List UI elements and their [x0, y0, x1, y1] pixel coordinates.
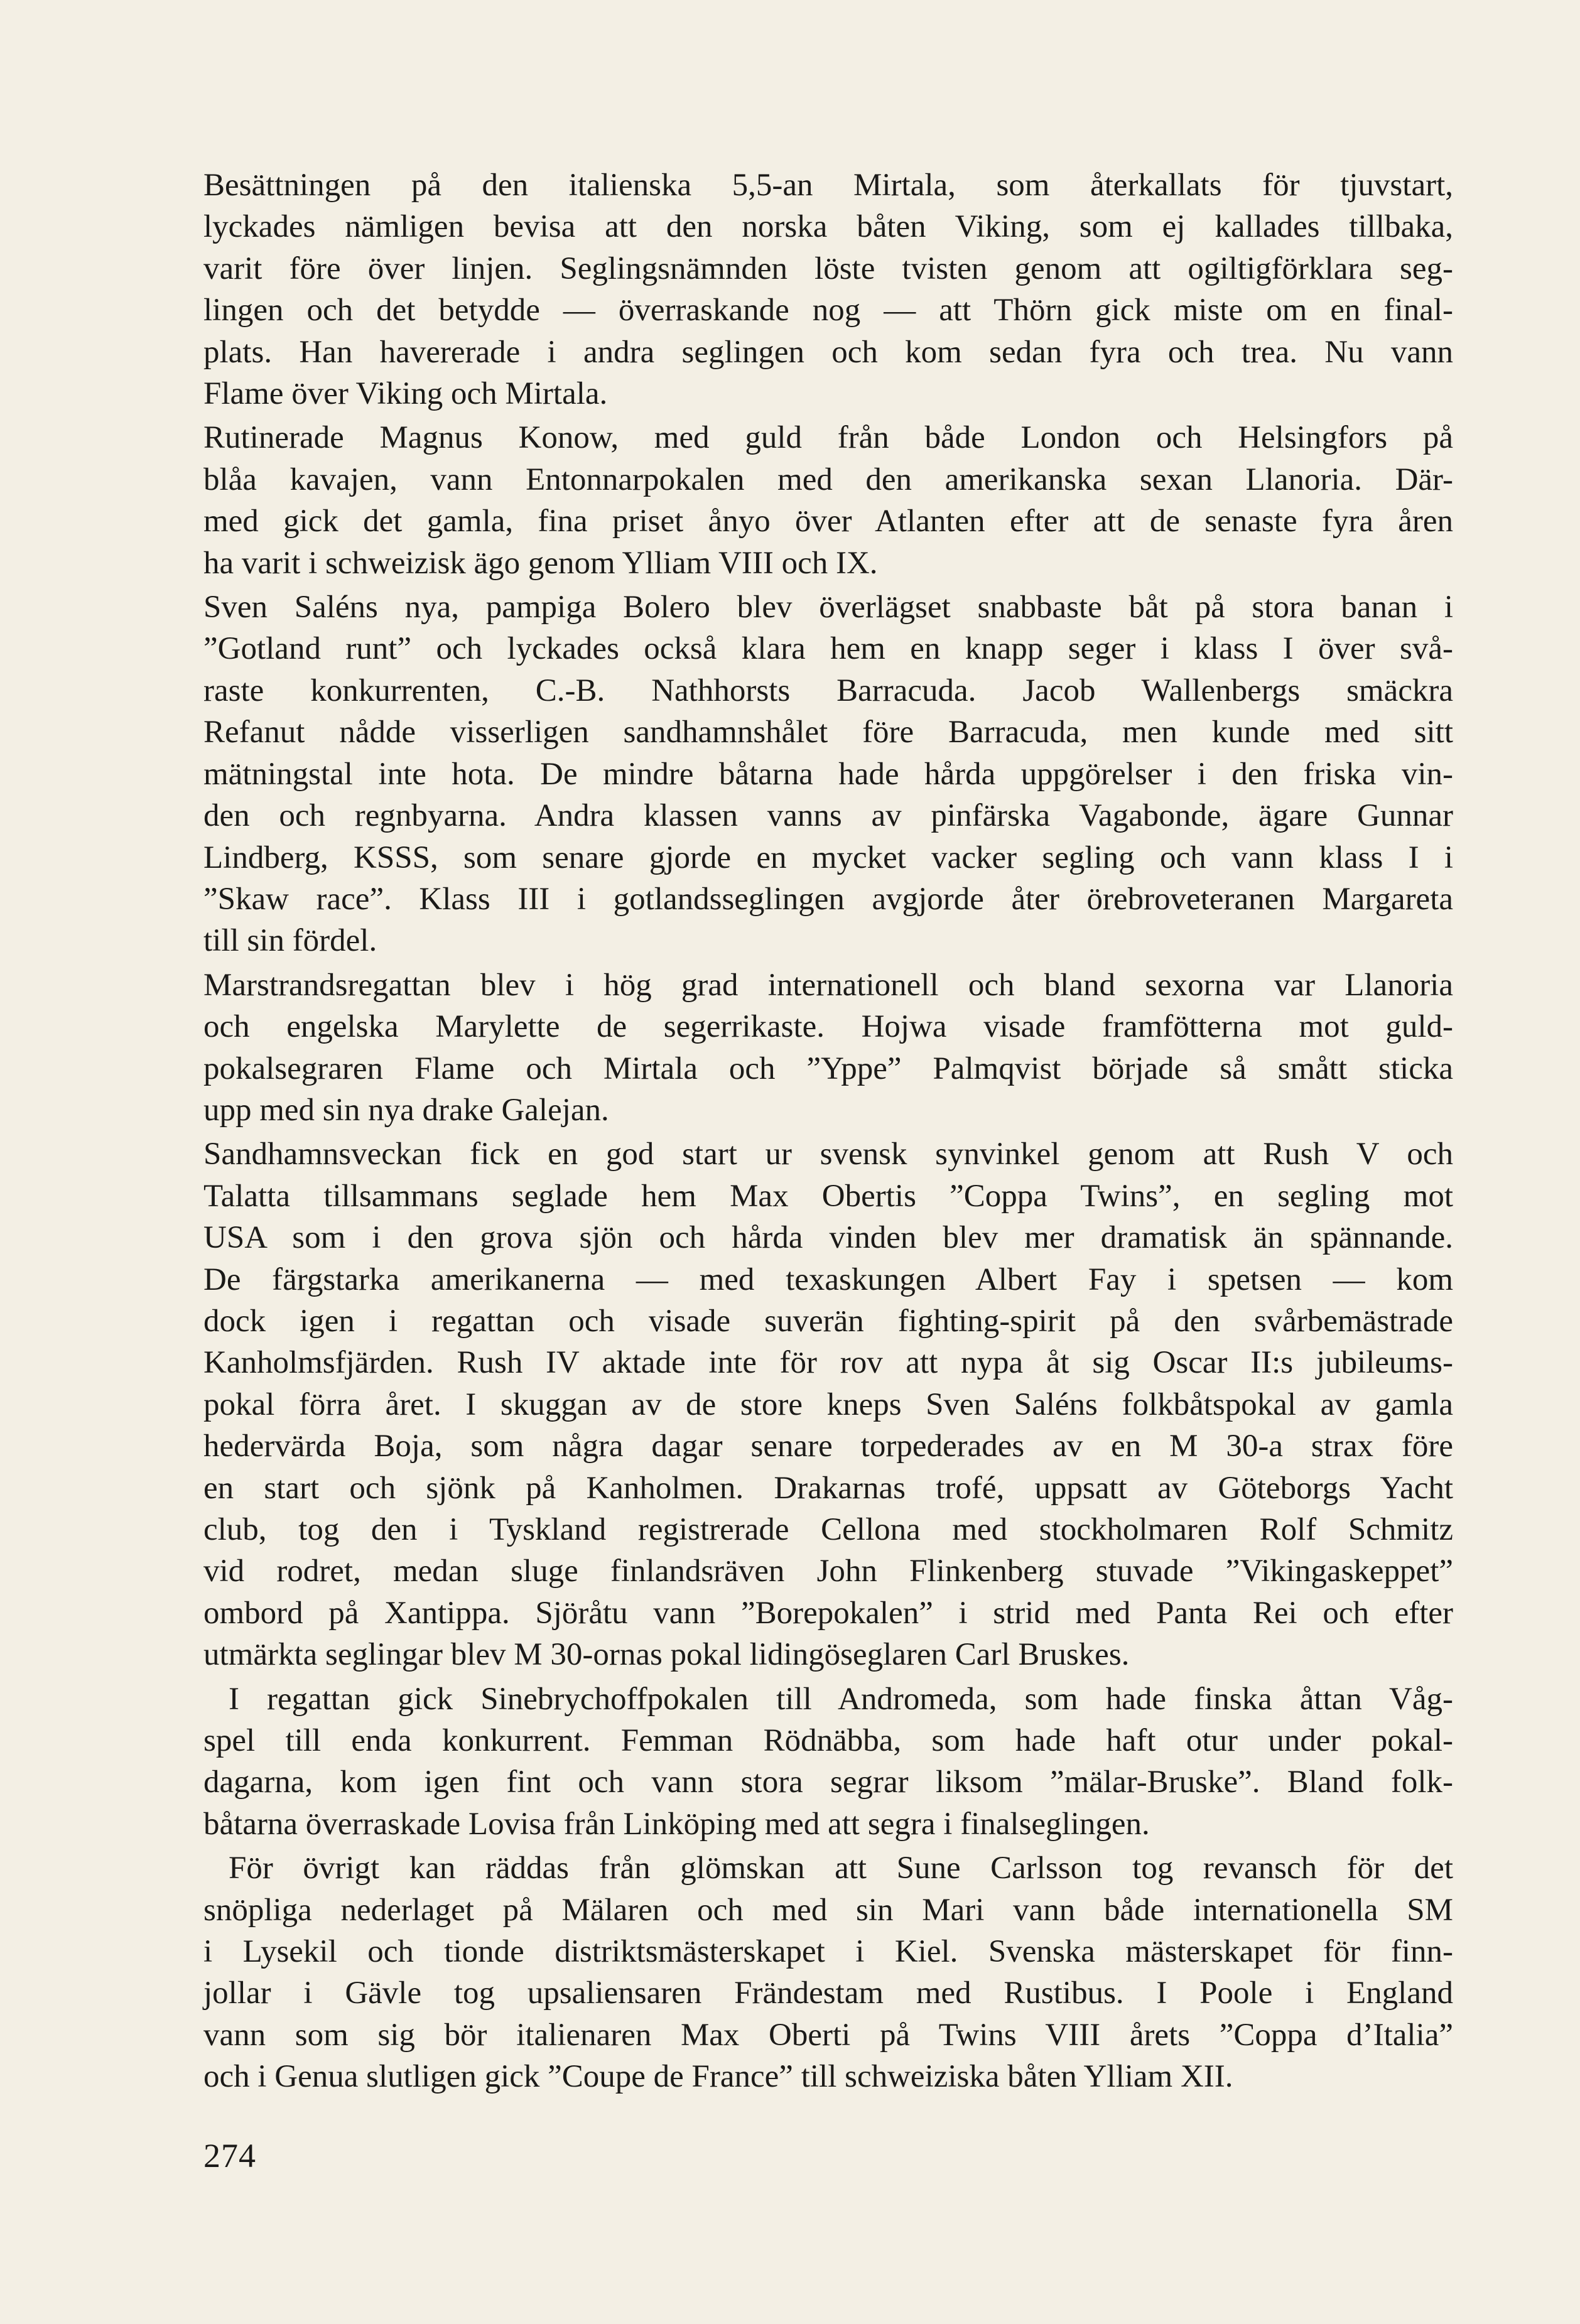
page-number: 274: [203, 2137, 256, 2175]
text-line: dagarna, kom igen fint och vann stora segrar liksom ”mälar-Bruske”. Bland folk-: [203, 1765, 1453, 1800]
text-line: Besättningen på den italienska 5,5-an Mirtala, som återkallats för tjuvstart,: [203, 168, 1453, 203]
text-line: Marstrandsregattan blev i hög grad internationell och bland sexorna var Llanoria: [203, 967, 1453, 1003]
text-line: ombord på Xantippa. Sjöråtu vann ”Borepokalen” i strid med Panta Rei och efter: [203, 1595, 1453, 1631]
text-line: plats. Han havererade i andra seglingen och kom sedan fyra och trea. Nu vann: [203, 334, 1453, 370]
paragraph: [203, 1133, 1453, 1675]
text-line: upp med sin nya drake Galejan.: [203, 1092, 609, 1128]
paragraph: [203, 1847, 1453, 2097]
text-line: Rutinerade Magnus Konow, med guld från både London och Helsingfors på: [203, 420, 1453, 456]
text-line: ”Skaw race”. Klass III i gotlandsseglingen avgjorde åter örebroveteranen Margareta: [203, 881, 1453, 917]
body-text: [203, 165, 1453, 2100]
text-line: blåa kavajen, vann Entonnarpokalen med den amerikanska sexan Llanoria. Där-: [203, 462, 1453, 497]
paragraph: [203, 1678, 1453, 1846]
text-line: De färgstarka amerikanerna — med texaskungen Albert Fay i spetsen — kom: [203, 1262, 1453, 1297]
text-line: Sven Saléns nya, pampiga Bolero blev överlägset snabbaste båt på stora banan i: [203, 590, 1453, 625]
text-line: USA som i den grova sjön och hårda vinden blev mer dramatisk än spännande.: [203, 1220, 1453, 1256]
text-line: dock igen i regattan och visade suverän fighting-spirit på den svårbemästrade: [203, 1303, 1453, 1339]
text-line: club, tog den i Tyskland registrerade Cellona med stockholmaren Rolf Schmitz: [203, 1512, 1453, 1547]
text-line: och i Genua slutligen gick ”Coupe de France” till schweiziska båten Ylliam XII.: [203, 2059, 1233, 2095]
text-line: mätningstal inte hota. De mindre båtarna hade hårda uppgörelser i den friska vin-: [203, 756, 1453, 792]
text-line: ”Gotland runt” och lyckades också klara hem en knapp seger i klass I över svå-: [203, 631, 1453, 667]
text-line: lingen och det betydde — överraskande nog — att Thörn gick miste om en final-: [203, 293, 1453, 328]
text-line: För övrigt kan räddas från glömskan att Sune Carlsson tog revansch för det: [229, 1851, 1453, 1886]
text-line: jollar i Gävle tog upsaliensaren Frändestam med Rustibus. I Poole i England: [203, 1975, 1453, 2011]
text-line: vann som sig bör italienaren Max Oberti på Twins VIII årets ”Coppa d’Italia”: [203, 2017, 1453, 2053]
text-line: lyckades nämligen bevisa att den norska båten Viking, som ej kallades tillbaka,: [203, 209, 1453, 245]
text-line: I regattan gick Sinebrychoffpokalen till Andromeda, som hade finska åttan Våg-: [229, 1681, 1453, 1717]
text-line: varit före över linjen. Seglingsnämnden löste tvisten genom att ogiltigförklara seg-: [203, 251, 1453, 286]
text-line: raste konkurrenten, C.-B. Nathhorsts Barracuda. Jacob Wallenbergs smäckra: [203, 673, 1453, 708]
text-line: Talatta tillsammans seglade hem Max Obertis ”Coppa Twins”, en segling mot: [203, 1178, 1453, 1214]
text-line: Flame över Viking och Mirtala.: [203, 376, 608, 412]
text-line: Sandhamnsveckan fick en god start ur svensk synvinkel genom att Rush V och: [203, 1137, 1453, 1172]
text-line: i Lysekil och tionde distriktsmästerskapet i Kiel. Svenska mästerskapet för finn-: [203, 1934, 1453, 1970]
text-line: med gick det gamla, fina priset ånyo över Atlanten efter att de senaste fyra åren: [203, 504, 1453, 539]
text-line: spel till enda konkurrent. Femman Rödnäbba, som hade haft otur under pokal-: [203, 1723, 1453, 1759]
text-line: pokalsegraren Flame och Mirtala och ”Yppe” Palmqvist började så smått sticka: [203, 1051, 1453, 1086]
text-line: pokal förra året. I skuggan av de store kneps Sven Saléns folkbåtspokal av gamla: [203, 1386, 1453, 1422]
text-line: snöpliga nederlaget på Mälaren och med sin Mari vann både internationella SM: [203, 1892, 1453, 1928]
text-line: utmärkta seglingar blev M 30-ornas pokal lidingöseglaren Carl Bruskes.: [203, 1637, 1130, 1673]
text-line: och engelska Marylette de segerrikaste. Hojwa visade framfötterna mot guld-: [203, 1009, 1453, 1045]
paragraph: [203, 165, 1453, 414]
text-line: Kanholmsfjärden. Rush IV aktade inte för rov att nypa åt sig Oscar II:s jubileums-: [203, 1345, 1453, 1381]
text-line: båtarna överraskade Lovisa från Linköping med att segra i finalseglingen.: [203, 1806, 1150, 1842]
text-line: vid rodret, medan sluge finlandsräven John Flinkenberg stuvade ”Vikingaskeppet”: [203, 1554, 1453, 1589]
text-line: hedervärda Boja, som några dagar senare torpederades av en M 30-a strax före: [203, 1429, 1453, 1464]
text-line: Refanut nådde visserligen sandhamnshålet före Barracuda, men kunde med sitt: [203, 715, 1453, 750]
text-line: Lindberg, KSSS, som senare gjorde en mycket vacker segling och vann klass I i: [203, 840, 1453, 875]
paragraph: [203, 586, 1453, 962]
text-line: till sin fördel.: [203, 923, 377, 959]
text-line: en start och sjönk på Kanholmen. Drakarnas trofé, uppsatt av Göteborgs Yacht: [203, 1470, 1453, 1506]
text-line: den och regnbyarna. Andra klassen vanns av pinfärska Vagabonde, ägare Gunnar: [203, 798, 1453, 834]
text-line: ha varit i schweizisk ägo genom Ylliam VIII och IX.: [203, 545, 878, 581]
paragraph: [203, 417, 1453, 584]
paragraph: [203, 965, 1453, 1132]
